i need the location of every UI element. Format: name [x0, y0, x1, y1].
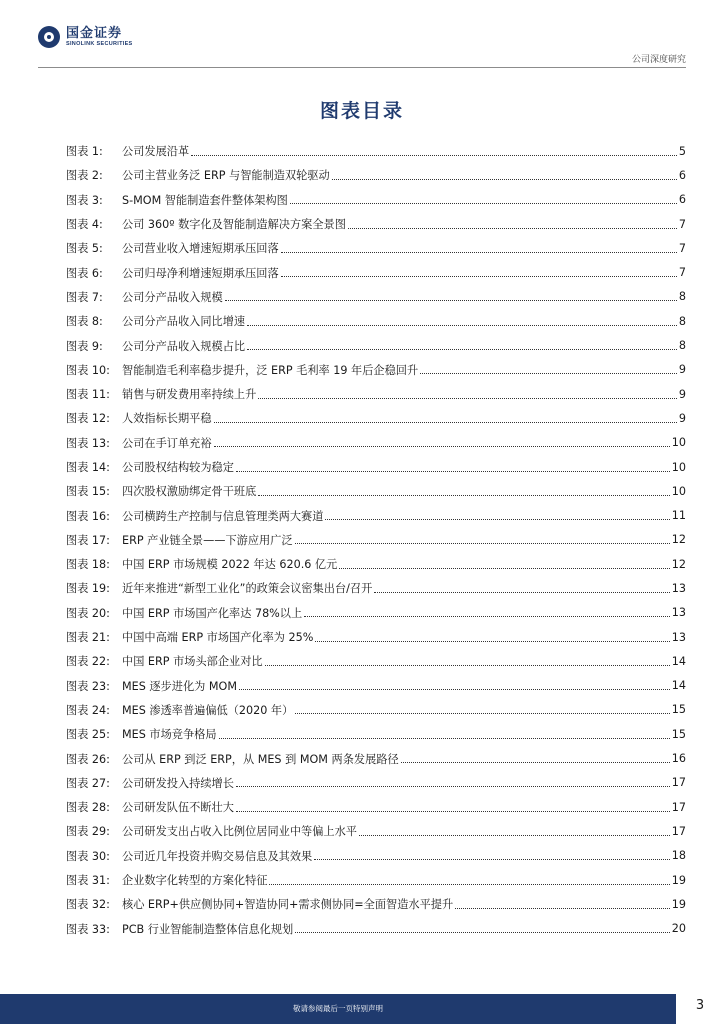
toc-leader-dots [247, 325, 677, 326]
toc-entry-page: 10 [671, 436, 686, 450]
toc-entry-label: 图表 7: [66, 290, 103, 304]
toc-entry-text: 公司分产品收入规模占比 [122, 339, 246, 353]
toc-entry[interactable] [66, 285, 686, 309]
toc-entry[interactable] [66, 212, 686, 236]
toc-entry[interactable] [66, 819, 686, 843]
toc-entry[interactable] [66, 333, 686, 357]
table-of-figures [66, 139, 686, 941]
toc-entry-label: 图表 1: [66, 145, 103, 159]
toc-entry-page: 7 [678, 266, 686, 280]
toc-entry-page: 17 [671, 800, 686, 814]
toc-entry-label: 图表 20: [66, 606, 110, 620]
toc-leader-dots [315, 641, 669, 642]
toc-entry-page: 9 [678, 411, 686, 425]
toc-entry-text: 中国 ERP 市场头部企业对比 [122, 655, 263, 669]
toc-entry[interactable] [66, 552, 686, 576]
toc-leader-dots [374, 592, 669, 593]
toc-entry-page: 18 [671, 849, 686, 863]
toc-leader-dots [325, 519, 669, 520]
toc-entry-text: 企业数字化转型的方案化特征 [122, 874, 268, 888]
toc-title: 图表目录 [319, 100, 404, 122]
toc-entry-page: 7 [678, 241, 686, 255]
toc-entry-label: 图表 18: [66, 558, 110, 572]
toc-leader-dots [236, 786, 670, 787]
toc-entry-text: 销售与研发费用率持续上升 [122, 388, 257, 402]
toc-entry-text: 公司从 ERP 到泛 ERP，从 MES 到 MOM 两条发展路径 [122, 752, 399, 766]
company-logo [38, 26, 133, 48]
toc-leader-dots [236, 471, 670, 472]
toc-entry[interactable] [66, 431, 686, 455]
toc-entry-label: 图表 14: [66, 461, 110, 474]
toc-entry-page: 6 [678, 193, 686, 207]
toc-entry[interactable] [66, 479, 686, 503]
toc-leader-dots [191, 155, 677, 156]
toc-entry[interactable] [66, 503, 686, 527]
toc-leader-dots [420, 373, 677, 374]
toc-entry[interactable] [66, 625, 686, 649]
toc-entry[interactable] [66, 576, 686, 600]
toc-entry-page: 9 [678, 387, 686, 401]
toc-entry[interactable] [66, 771, 686, 795]
toc-leader-dots [281, 276, 677, 277]
toc-entry-page: 8 [678, 314, 686, 328]
toc-entry[interactable] [66, 601, 686, 625]
toc-entry-page: 19 [671, 897, 686, 911]
toc-entry-page: 10 [671, 484, 686, 498]
toc-entry-text: 公司研发队伍不断壮大 [122, 801, 234, 815]
toc-entry-page: 8 [678, 339, 686, 353]
toc-entry-text: 中国中高端 ERP 市场国产化率为 25% [122, 631, 314, 645]
page-number: 3 [695, 998, 705, 1013]
toc-entry-label: 图表 10: [66, 363, 110, 377]
toc-entry[interactable] [66, 382, 686, 406]
toc-entry-text: 公司研发支出占收入比例位居同业中等偏上水平 [122, 825, 357, 839]
toc-leader-dots [295, 543, 670, 544]
toc-entry-page: 13 [671, 630, 686, 644]
toc-entry-label: 图表 30: [66, 849, 110, 863]
toc-entry-text: 核心 ERP+供应侧协同+智造协同+需求侧协同=全面智造水平提升 [122, 898, 454, 912]
logo-icon [38, 26, 60, 48]
toc-entry[interactable] [66, 746, 686, 770]
toc-entry-page: 15 [671, 703, 686, 717]
toc-entry-text: 四次股权激励绑定骨干班底 [122, 485, 257, 499]
toc-leader-dots [219, 738, 670, 739]
toc-entry-label: 图表 31: [66, 874, 110, 888]
logo-text [66, 27, 133, 48]
toc-entry-page: 12 [671, 533, 686, 547]
toc-entry-text: 公司近几年投资并购交易信息及其效果 [122, 849, 313, 863]
toc-entry-page: 10 [671, 460, 686, 474]
toc-entry-label: 图表 16: [66, 509, 110, 523]
page-header [0, 0, 724, 70]
toc-entry-label: 图表 17: [66, 533, 110, 547]
toc-entry-label: 图表 29: [66, 825, 110, 839]
toc-leader-dots [332, 179, 677, 180]
toc-entry-label: 图表 19: [66, 582, 110, 596]
toc-entry-label: 图表 15: [66, 485, 110, 499]
toc-leader-dots [304, 616, 670, 617]
toc-entry-label: 图表 6: [66, 266, 103, 280]
toc-entry-text: S-MOM 智能制造套件整体架构图 [122, 193, 288, 207]
toc-leader-dots [239, 689, 670, 690]
toc-entry[interactable] [66, 698, 686, 722]
toc-entry-text: ERP 产业链全景——下游应用广泛 [122, 533, 293, 547]
toc-entry[interactable] [66, 722, 686, 746]
toc-entry-text: PCB 行业智能制造整体信息化规划 [122, 922, 294, 936]
toc-entry[interactable] [66, 674, 686, 698]
toc-leader-dots [281, 252, 677, 253]
toc-leader-dots [295, 932, 670, 933]
toc-entry-page: 16 [671, 752, 686, 766]
toc-entry-text: 智能制造毛利率稳步提升，泛 ERP 毛利率 19 年后企稳回升 [122, 363, 419, 377]
toc-leader-dots [455, 908, 670, 909]
toc-entry-page: 13 [671, 606, 686, 620]
toc-entry-label: 图表 13: [66, 436, 110, 450]
toc-entry[interactable] [66, 844, 686, 868]
toc-entry-label: 图表 25: [66, 728, 110, 742]
toc-entry-page: 14 [671, 679, 686, 693]
toc-leader-dots [225, 300, 677, 301]
toc-entry[interactable] [66, 455, 686, 479]
toc-leader-dots [214, 422, 677, 423]
toc-entry-label: 图表 4: [66, 218, 103, 232]
toc-leader-dots [265, 665, 670, 666]
toc-entry[interactable] [66, 528, 686, 552]
toc-entry-text: 公司主营业务泛 ERP 与智能制造双轮驱动 [122, 169, 330, 183]
toc-entry-label: 图表 28: [66, 801, 110, 815]
toc-entry-label: 图表 33: [66, 922, 110, 936]
toc-entry[interactable] [66, 406, 686, 430]
toc-entry-text: 近年来推进“新型工业化”的政策会议密集出台/召开 [122, 582, 373, 596]
toc-leader-dots [258, 398, 677, 399]
toc-entry-label: 图表 12: [66, 412, 110, 426]
toc-entry-page: 20 [671, 922, 686, 936]
toc-entry[interactable] [66, 309, 686, 333]
toc-entry-label: 图表 9: [66, 339, 103, 353]
toc-entry-label: 图表 3: [66, 193, 103, 207]
toc-entry-page: 9 [678, 363, 686, 377]
toc-entry-text: 公司横跨生产控制与信息管理类两大赛道 [122, 509, 324, 523]
toc-entry-page: 17 [671, 776, 686, 790]
toc-entry-text: MES 渗透率普遍偏低（2020 年） [122, 703, 294, 717]
report-category: 公司深度研究 [631, 55, 686, 65]
toc-entry-page: 12 [671, 557, 686, 571]
toc-leader-dots [269, 884, 669, 885]
footer-disclaimer: 敬请参阅最后一页特别声明 [293, 1004, 383, 1013]
toc-entry-page: 17 [671, 824, 686, 838]
toc-entry[interactable] [66, 163, 686, 187]
toc-entry[interactable] [66, 188, 686, 212]
toc-entry-page: 14 [671, 654, 686, 668]
toc-leader-dots [247, 349, 677, 350]
toc-entry[interactable] [66, 795, 686, 819]
toc-entry-text: 公司 360º 数字化及智能制造解决方案全景图 [122, 218, 346, 232]
toc-entry-page: 7 [678, 217, 686, 231]
toc-leader-dots [348, 228, 677, 229]
toc-entry-text: 中国 ERP 市场国产化率达 78%以上 [122, 606, 303, 620]
toc-entry-text: 公司股权结构较为稳定 [122, 461, 234, 474]
toc-leader-dots [290, 203, 677, 204]
toc-entry[interactable] [66, 139, 686, 163]
toc-entry-page: 19 [671, 873, 686, 887]
toc-entry-text: 公司发展沿革 [122, 145, 190, 159]
toc-entry-page: 15 [671, 727, 686, 741]
toc-entry-text: 公司归母净利增速短期承压回落 [122, 266, 279, 280]
toc-leader-dots [339, 568, 669, 569]
toc-entry-text: 公司分产品收入同比增速 [122, 315, 246, 329]
toc-entry-page: 13 [671, 581, 686, 595]
toc-entry-text: 人效指标长期平稳 [122, 412, 212, 426]
toc-entry-text: 公司研发投入持续增长 [122, 776, 234, 790]
toc-entry-label: 图表 8: [66, 315, 103, 329]
toc-entry[interactable] [66, 260, 686, 284]
toc-entry-text: MES 市场竞争格局 [122, 728, 217, 742]
toc-entry-text: 公司分产品收入规模 [122, 290, 223, 304]
toc-entry-text: 公司在手订单充裕 [122, 436, 212, 450]
toc-leader-dots [314, 859, 670, 860]
toc-entry-page: 6 [678, 168, 686, 182]
toc-entry-label: 图表 5: [66, 242, 103, 256]
toc-entry[interactable] [66, 649, 686, 673]
toc-leader-dots [295, 713, 669, 714]
toc-entry-label: 图表 26: [66, 752, 110, 766]
toc-entry-label: 图表 21: [66, 631, 110, 645]
toc-leader-dots [258, 495, 669, 496]
toc-entry[interactable] [66, 892, 686, 916]
logo-english-name: SINOLINK SECURITIES [66, 40, 133, 47]
toc-entry[interactable] [66, 236, 686, 260]
toc-entry-page: 8 [678, 290, 686, 304]
toc-leader-dots [214, 446, 670, 447]
toc-leader-dots [236, 811, 670, 812]
toc-entry-label: 图表 2: [66, 169, 103, 183]
toc-entry-text: MES 逐步进化为 MOM [122, 679, 237, 693]
toc-entry[interactable] [66, 868, 686, 892]
toc-entry-label: 图表 32: [66, 898, 110, 912]
toc-entry-label: 图表 11: [66, 388, 110, 402]
toc-entry-label: 图表 23: [66, 679, 110, 693]
logo-chinese-name: 国金证券 [66, 25, 123, 41]
header-divider [38, 67, 686, 68]
toc-entry-text: 公司营业收入增速短期承压回落 [122, 242, 279, 256]
toc-entry[interactable] [66, 917, 686, 941]
toc-entry-text: 中国 ERP 市场规模 2022 年达 620.6 亿元 [122, 558, 338, 572]
toc-entry-label: 图表 27: [66, 776, 110, 790]
toc-entry[interactable] [66, 358, 686, 382]
toc-leader-dots [401, 762, 670, 763]
toc-entry-page: 5 [678, 144, 686, 158]
toc-entry-label: 图表 22: [66, 655, 110, 669]
toc-entry-page: 11 [671, 509, 686, 523]
toc-leader-dots [359, 835, 670, 836]
toc-entry-label: 图表 24: [66, 703, 110, 717]
